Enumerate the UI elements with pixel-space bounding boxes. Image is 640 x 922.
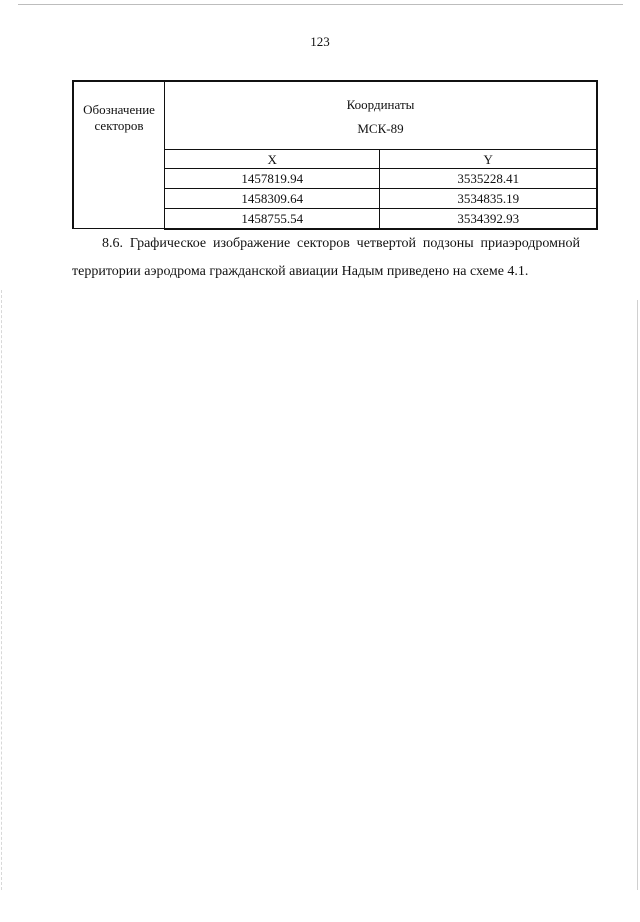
paragraph-line-2: территории аэродрома гражданской авиации Надым приведено на схеме 4.1. <box>72 264 529 279</box>
scan-edge-top <box>18 4 623 5</box>
column-header-x: X <box>165 150 380 169</box>
column-header-y: Y <box>380 150 597 169</box>
cell-x: 1458755.54 <box>165 208 380 228</box>
sector-header: Обозначение секторов <box>83 102 155 133</box>
coordinates-table <box>72 80 598 230</box>
cell-y: 3534835.19 <box>380 188 597 208</box>
cell-y: 3535228.41 <box>380 168 597 188</box>
sector-header-cell <box>73 81 165 229</box>
coord-system: МСК-89 <box>357 121 404 136</box>
paragraph-line-1: 8.6. Графическое изображение секторов четвертой подзоны приаэродромной <box>102 236 580 251</box>
page-number: 123 <box>310 34 330 49</box>
scan-edge-right <box>637 300 638 890</box>
coords-header: Координаты <box>346 97 415 112</box>
cell-x: 1458309.64 <box>165 188 380 208</box>
coords-header-cell <box>165 81 598 150</box>
scan-edge-left <box>1 290 2 890</box>
cell-x: 1457819.94 <box>165 168 380 188</box>
cell-y: 3534392.93 <box>380 208 597 228</box>
